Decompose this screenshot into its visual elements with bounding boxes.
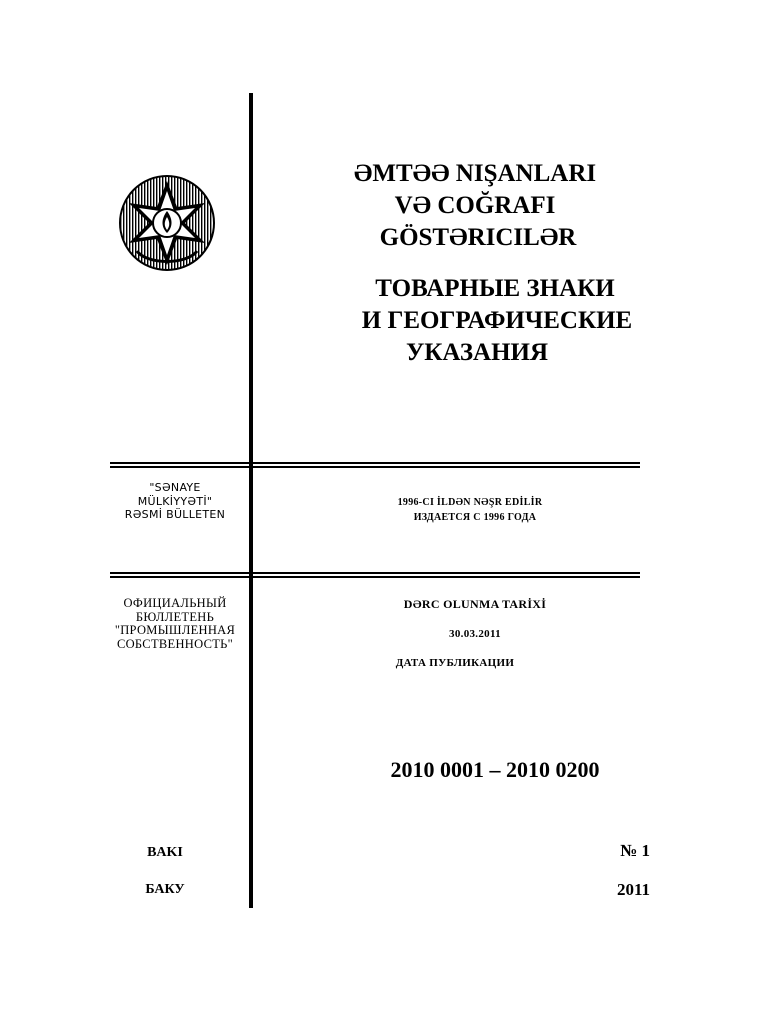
- bulletin-az-line-3: RƏSMİ BÜLLETEN: [124, 508, 226, 521]
- title-russian: [300, 273, 670, 369]
- title-az-line-3: GÖSTƏRICILƏR: [379, 224, 577, 251]
- bulletin-az-line-2: MÜLKİYYƏTİ": [137, 494, 213, 508]
- bulletin-az-line-1: "SƏNAYE: [149, 481, 201, 494]
- title-ru-line-1: ТОВАРНЫЕ ЗНАКИ: [375, 275, 615, 302]
- title-ru-line-2: И ГЕОГРАФИЧЕСКИЕ: [361, 307, 633, 334]
- bulletin-name-ru: [100, 597, 250, 651]
- issue-number: № 1: [620, 841, 650, 860]
- bulletin-ru-line-4: СОБСТВЕННОСТЬ": [116, 636, 234, 651]
- city-az: BAKI: [147, 845, 183, 860]
- title-az-line-1: ƏMTƏƏ NIŞANLARI: [353, 160, 597, 187]
- title-azerbaijani: [300, 158, 670, 254]
- publication-label-ru: ДАТА ПУБЛИКАЦИИ: [395, 657, 515, 669]
- bulletin-ru-line-2: БЮЛЛЕТЕНЬ: [135, 609, 215, 624]
- title-az-line-2: VƏ COĞRAFI: [394, 192, 556, 219]
- mid-double-rule-a: [110, 572, 640, 574]
- city-ru: БАКУ: [145, 882, 185, 897]
- publication-label-az: DƏRC OLUNMA TARİXİ: [403, 597, 547, 611]
- bulletin-ru-line-3: "ПРОМЫШЛЕННАЯ: [114, 623, 236, 637]
- published-since-az: 1996-CI İLDƏN NƏŞR EDİLİR: [397, 497, 543, 508]
- top-double-rule-a: [110, 462, 640, 464]
- published-since-ru: ИЗДАЕТСЯ С 1996 ГОДА: [413, 512, 537, 523]
- bulletin-name-az: [100, 481, 250, 522]
- emblem-icon: [117, 173, 217, 273]
- mid-double-rule-b: [110, 576, 640, 578]
- top-double-rule-b: [110, 466, 640, 468]
- issue-year: 2011: [616, 880, 650, 899]
- registration-number-range: 2010 0001 – 2010 0200: [390, 757, 600, 782]
- bulletin-ru-line-1: ОФИЦИАЛЬНЫЙ: [123, 596, 227, 610]
- title-ru-line-3: УКАЗАНИЯ: [405, 339, 549, 366]
- publication-date: 30.03.2011: [449, 628, 501, 640]
